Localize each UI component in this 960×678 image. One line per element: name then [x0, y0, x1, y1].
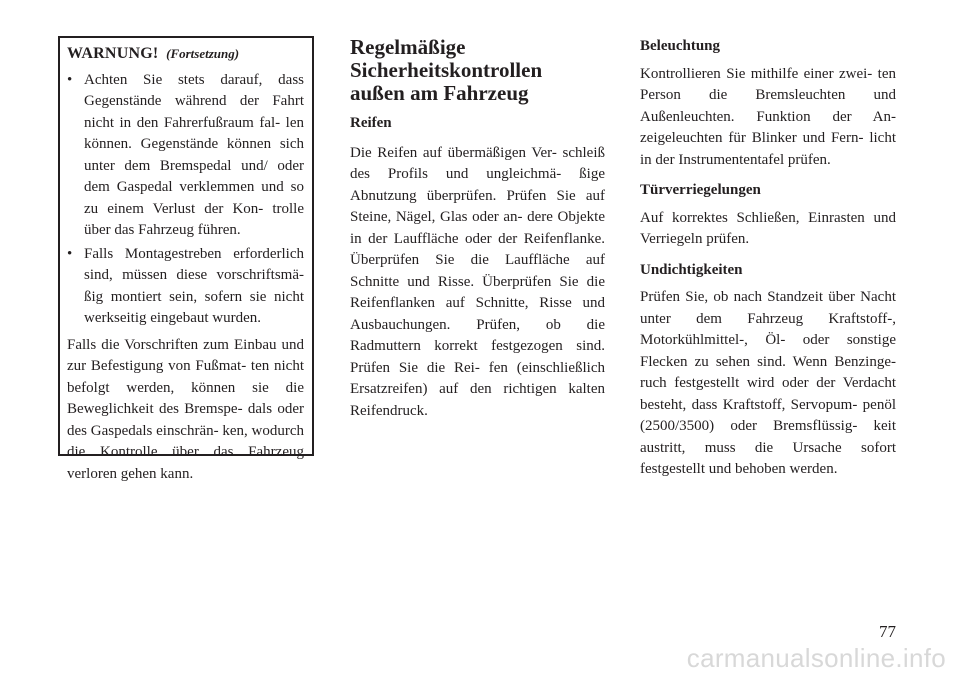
warning-bullet-text: Achten Sie stets darauf, dass Gegenstände während der Fahrt nicht in den Fahrerfußraum fal- len können. Gegenstände können sich unter dem Bremspedal und/ oder dem Gaspedal verklemmen und so zu einem Verlust der Kon- trolle über das Fahrzeug führen. — [84, 71, 304, 238]
lighting-heading: Beleuchtung — [640, 38, 721, 54]
lighting-body: Kontrollieren Sie mithilfe einer zwei- ten Person die Bremsleuchten und Außenleuchten. Funktion der An- zeigeleuchten für Blinker und Fern- licht in der Instrumententafel prüfen. — [640, 65, 896, 168]
locks-heading: Türverriegelungen — [640, 182, 761, 198]
tires-heading: Reifen — [350, 115, 392, 131]
middle-column — [350, 36, 605, 422]
warning-continued-label: (Fortsetzung) — [166, 46, 240, 61]
section-heading-line: Regelmäßige — [350, 35, 466, 59]
locks-body: Auf korrektes Schließen, Einrasten und Verriegeln prüfen. — [640, 209, 896, 247]
section-heading-line: außen am Fahrzeug — [350, 81, 529, 105]
section-heading — [350, 36, 605, 105]
bullet-icon: • — [67, 245, 73, 262]
bullet-icon: • — [67, 71, 73, 88]
warning-header — [67, 43, 304, 66]
leaks-heading: Undichtigkeiten — [640, 261, 743, 278]
warning-paragraph: Falls die Vorschriften zum Einbau und zur Befestigung von Fußmat- ten nicht befolgt werden, können sie die Beweglichkeit des Bremspe- dals oder des Gaspedals einschrän- ken, wodurch die Kontrolle über das Fahrzeug verloren gehen kann. — [67, 336, 305, 482]
leaks-body: Prüfen Sie, ob nach Standzeit über Nacht unter dem Fahrzeug Kraftstoff-, Motorkühlmittel-, Öl- oder sonstige Flecken zu sehen sind. Wenn Benzinge- ruch festgestellt wird oder der Verdacht besteht, dass Kraftstoff, Servopum- penöl (2500/3500) oder Bremsflüssig- keit austritt, muss die Ursache sofort festgestellt und behoben werden. — [640, 289, 896, 477]
watermark: carmanualsonline.info — [686, 643, 946, 673]
warning-bullet-text: Falls Montagestreben erforderlich sind, müssen diese vorschriftsmä- ßig montiert sein, sofern sie nicht werkseitig eingebaut wurden. — [84, 245, 304, 326]
warning-bullet — [67, 244, 304, 330]
warning-box — [58, 36, 314, 482]
right-column — [640, 36, 896, 490]
tires-body: Die Reifen auf übermäßigen Ver- schleiß des Profils und ungleichmä- ßige Abnutzung überprüfen. Prüfen Sie auf Steine, Nägel, Glas oder an- dere Objekte in der Lauffläche oder der Reifenflanke. Überprüfen Sie die Lauffläche auf Schnitte und Risse. Überprüfen Sie die Reifenflanken auf Schnitte, Risse und Ausbauchungen. Prüfen, ob die Radmuttern korrekt festgezogen sind. Prüfen Sie die Rei- fen (einschließlich Ersatzreifen) auf den richtigen kalten Reifendruck. — [350, 144, 605, 419]
warning-bullet — [67, 70, 304, 242]
page-number: 77 — [879, 622, 896, 641]
section-heading-line: Sicherheitskontrollen — [350, 58, 543, 82]
warning-title: WARNUNG! — [67, 45, 159, 62]
